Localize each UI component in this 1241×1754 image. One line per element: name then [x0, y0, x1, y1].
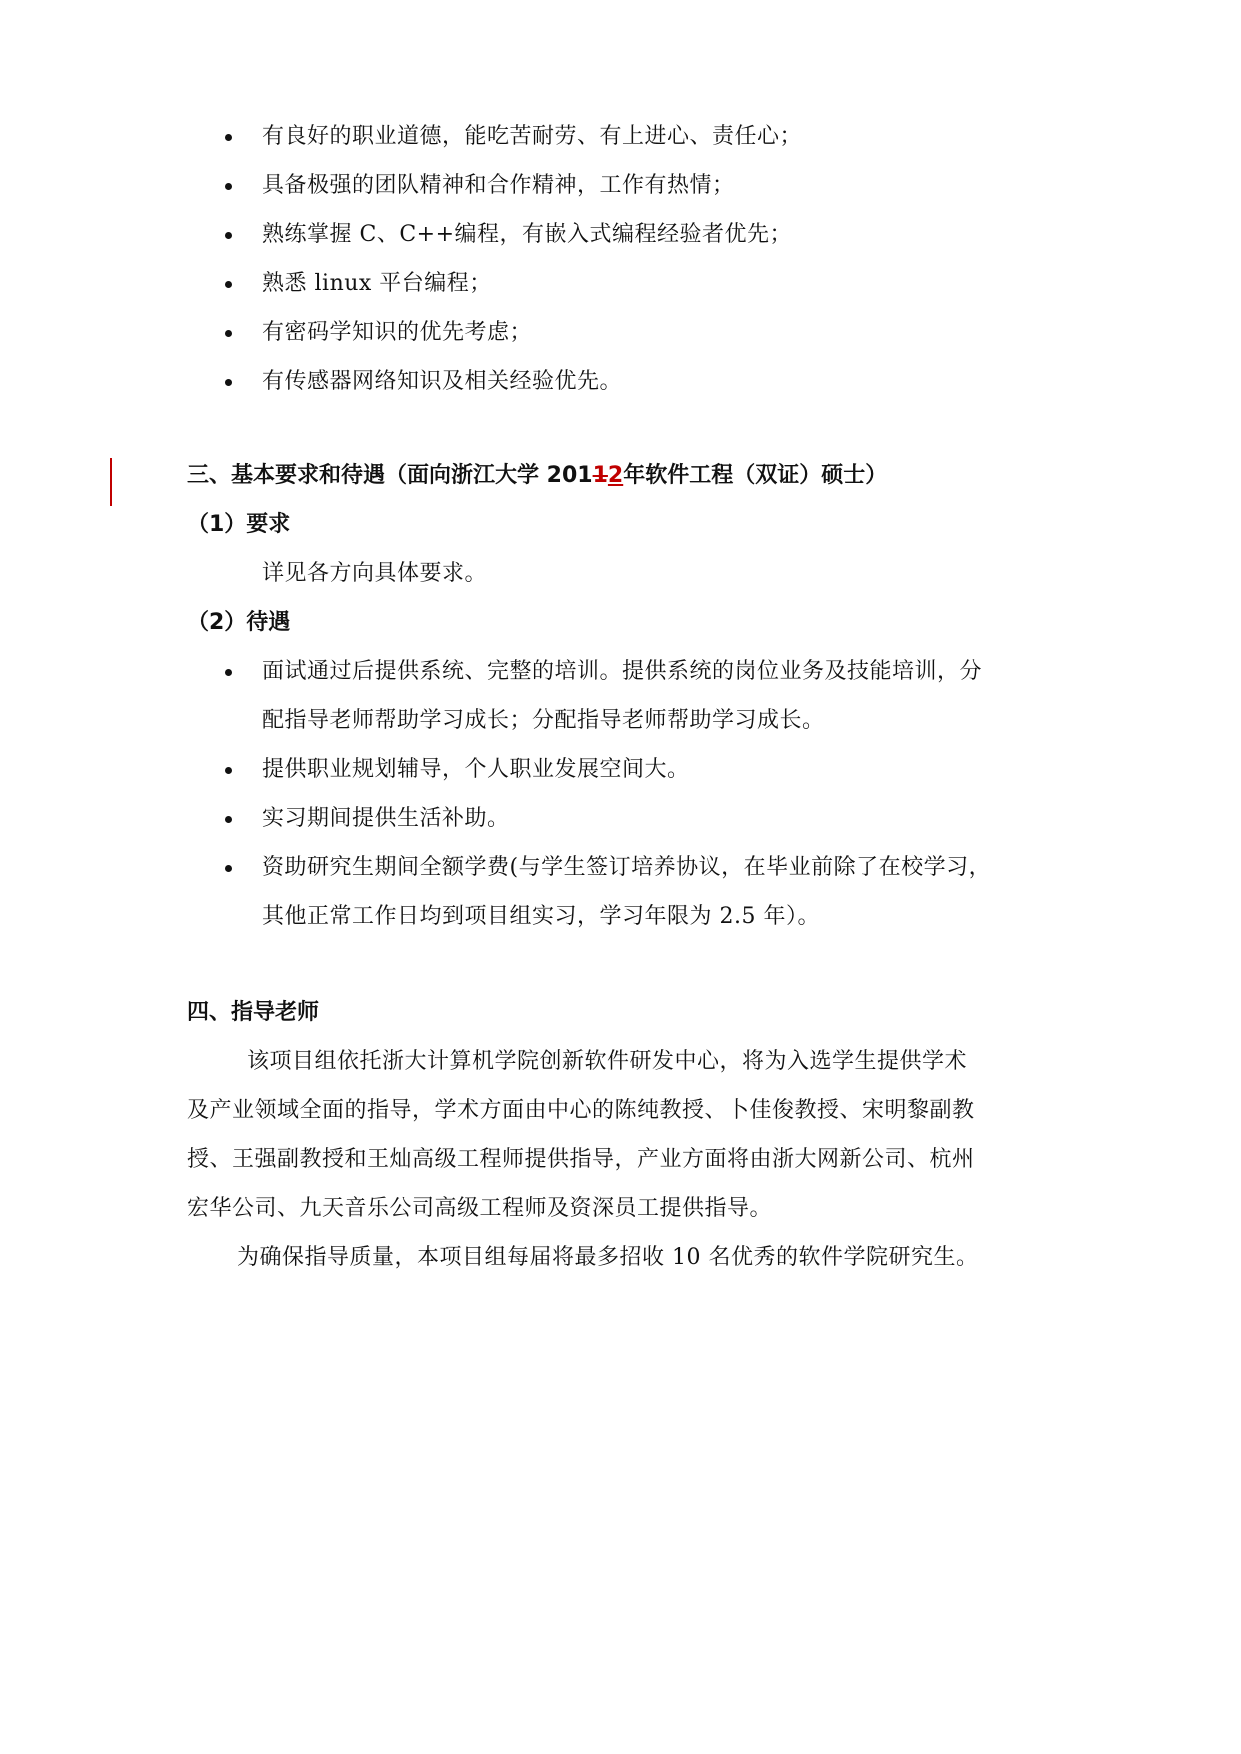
revision-deleted-text: 1 [592, 463, 608, 488]
bullet-icon [225, 816, 232, 823]
bullet-icon [225, 767, 232, 774]
revision-change-bar [110, 458, 112, 506]
list-item-continuation: 配指导老师帮助学习成长；分配指导老师帮助学习成长。 [262, 708, 825, 733]
paragraph-line: 该项目组依托浙大计算机学院创新软件研发中心，将为入选学生提供学术 [247, 1049, 968, 1074]
revision-inserted-text: 2 [607, 463, 624, 488]
section4-heading: 四、指导老师 [187, 1000, 320, 1025]
list-item: 面试通过后提供系统、完整的培训。提供系统的岗位业务及技能培训，分 [262, 659, 983, 684]
list-item: 有密码学知识的优先考虑； [262, 320, 533, 345]
subsection-benefits-title: （2）待遇 [187, 610, 291, 635]
bullet-icon [225, 330, 232, 337]
requirements-text: 详见各方向具体要求。 [262, 561, 488, 586]
paragraph-line: 授、王强副教授和王灿高级工程师提供指导，产业方面将由浙大网新公司、杭州 [187, 1147, 975, 1172]
bullet-icon [225, 865, 232, 872]
bullet-icon [225, 281, 232, 288]
list-item: 资助研究生期间全额学费(与学生签订培养协议，在毕业前除了在校学习， [262, 855, 992, 880]
bullet-icon [225, 669, 232, 676]
quality-paragraph: 为确保指导质量，本项目组每届将最多招收 10 名优秀的软件学院研究生。 [237, 1245, 979, 1270]
section3-heading [187, 461, 887, 491]
section3-heading-prefix: 三、基本要求和待遇（面向浙江大学 201 [187, 463, 593, 488]
list-item: 有传感器网络知识及相关经验优先。 [262, 369, 623, 394]
bullet-icon [225, 232, 232, 239]
bullet-icon [225, 134, 232, 141]
paragraph-line: 宏华公司、九天音乐公司高级工程师及资深员工提供指导。 [187, 1196, 773, 1221]
bullet-icon [225, 379, 232, 386]
subsection-requirements-title: （1）要求 [187, 512, 291, 537]
list-item: 有良好的职业道德，能吃苦耐劳、有上进心、责任心； [262, 124, 803, 149]
list-item: 提供职业规划辅导，个人职业发展空间大。 [262, 757, 690, 782]
list-item: 具备极强的团队精神和合作精神，工作有热情； [262, 173, 735, 198]
section3-heading-suffix: 年软件工程（双证）硕士） [623, 463, 888, 488]
list-item: 熟练掌握 C、C++编程，有嵌入式编程经验者优先； [262, 222, 793, 247]
paragraph-line: 及产业领域全面的指导，学术方面由中心的陈纯教授、卜佳俊教授、宋明黎副教 [187, 1098, 975, 1123]
list-item-continuation: 其他正常工作日均到项目组实习，学习年限为 2.5 年）。 [262, 904, 820, 929]
bullet-icon [225, 183, 232, 190]
list-item: 实习期间提供生活补助。 [262, 806, 510, 831]
list-item: 熟悉 linux 平台编程； [262, 271, 492, 296]
